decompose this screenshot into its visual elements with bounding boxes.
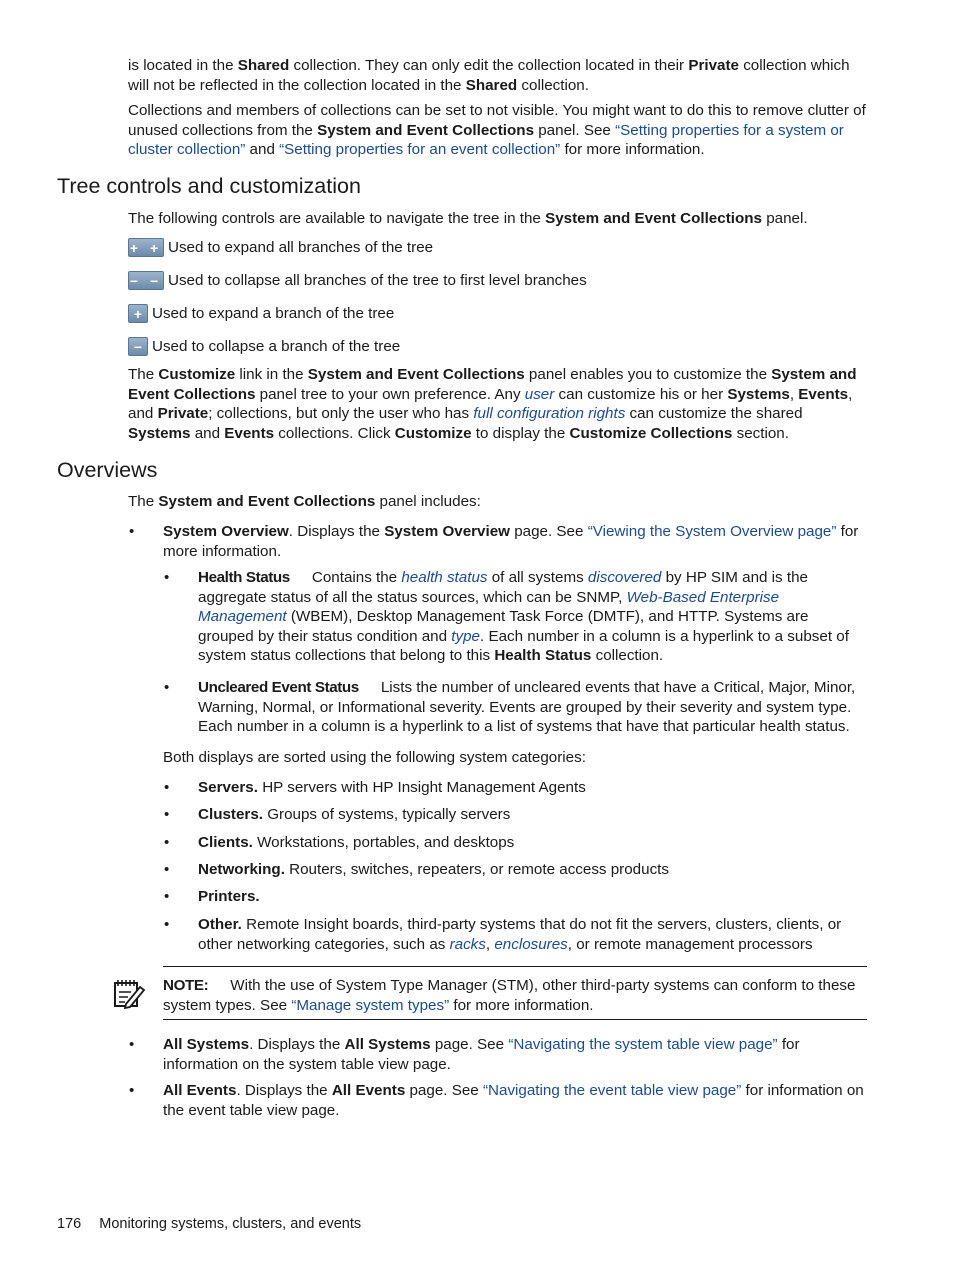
text-run: page. See [430,1036,509,1053]
text-run: collection. They can only edit the collection located in their [289,57,689,74]
text-run: Lists the number of uncleared events that have a Critical, Major, Minor, Warning, Normal, or Informational severity. Events are grouped by their severity and system type. Each number in a column is a hyperlink to a list of systems that have that particular health status. [198,679,856,735]
control-collapse-branch [128,337,400,357]
text-run: , [789,385,799,403]
text-run: by HP SIM and is the aggregate status of all the status sources, which can be SNMP, [198,569,808,606]
expand-branch-icon[interactable]: + [128,304,148,323]
bold-term: Private [157,405,209,422]
glossary-link[interactable]: discovered [587,569,662,586]
bullet-marker: • [164,916,170,933]
note-text [163,976,867,1015]
bold-term: Clusters. [198,806,263,823]
glossary-link[interactable]: health status [401,569,488,586]
text-run: , [485,935,495,953]
text-run: Collections and members of collections can be set to not visible. You might want to do this to remove clutter of unused collections from the [128,102,866,139]
tree-controls-intro [128,209,868,229]
text-run: link in the [235,366,308,383]
bold-term: Private [688,57,739,74]
category-item-printers [164,887,868,907]
note-box [163,966,867,1020]
bold-term: Other. [198,916,242,933]
bullet-marker: • [164,834,170,851]
bold-term: Events [798,385,849,403]
bold-term: Events [224,424,275,442]
term-label: Health Status [198,569,290,586]
text-run: HP servers with HP Insight Management Agents [257,779,586,796]
glossary-link[interactable]: full configuration rights [473,405,626,422]
text-run: for more information. [560,141,705,158]
text-run: for information on the system table view page. [163,1036,800,1073]
section-heading-overviews: Overviews [57,458,158,482]
note-pencil-icon [112,978,146,1010]
bold-term: Networking. [198,861,285,878]
text-run: collection which will not be reflected in the collection located in the [128,57,850,94]
text-run: . Displays the [288,523,385,540]
text-run: panel enables you to customize the [524,366,772,383]
text-run: (WBEM), Desktop Management Task Force (DMTF), and HTTP. Systems are grouped by their status condition and [198,608,809,645]
list-item-all-systems [129,1035,868,1074]
text-run: collection. [591,647,664,664]
bold-term: Health Status [494,647,592,664]
list-item-text [198,805,868,825]
term-label: NOTE: [163,977,209,994]
text-run: , and [128,385,853,422]
text-run: Contains the [311,569,402,586]
text-run: and [245,141,280,158]
list-item-all-events [129,1081,868,1120]
text-run: page. See [405,1082,483,1099]
list-item-text [198,678,868,737]
list-item-text [198,778,868,798]
control-label: Used to collapse all branches of the tree to first level branches [168,272,587,289]
list-item-text [198,915,868,954]
glossary-link[interactable]: type [451,627,481,645]
collapse-all-icon[interactable]: − − [129,272,163,289]
text-run: , or remote management processors [567,935,813,953]
list-item-text [198,887,868,907]
bold-term: System and Event Collections [545,210,762,227]
text-run: and [190,424,225,442]
text-run: for more information. [449,996,594,1014]
glossary-link[interactable]: racks [449,935,486,953]
control-expand-all [128,238,433,258]
text-run: panel. [761,210,808,227]
list-item-text [198,568,868,666]
bullet-marker: • [164,806,170,823]
category-item-other [164,915,868,954]
text-run: for information on the event table view page. [163,1082,864,1119]
category-item-networking [164,860,868,880]
control-label: Used to expand a branch of the tree [152,305,395,322]
cross-reference-link[interactable]: “Setting properties for a system or cluster collection” [128,121,844,158]
text-run: The [128,366,159,383]
glossary-link[interactable]: enclosures [494,935,568,953]
section-heading-tree-controls: Tree controls and customization [57,174,361,198]
bold-term: Customize [394,424,472,442]
text-run: . Displays the [236,1082,332,1099]
bold-term: All Events [163,1082,237,1099]
bold-term: Systems [128,424,191,442]
bold-term: All Events [331,1082,406,1099]
glossary-link[interactable]: user [524,385,555,403]
list-item-text [163,522,868,561]
category-item-servers [164,778,868,798]
text-run: collection. [517,76,589,94]
bullet-marker: • [164,888,170,905]
control-expand-branch [128,304,394,324]
bold-term: Servers. [198,779,258,796]
list-item-text [198,833,868,853]
bold-term: Shared [237,57,290,74]
control-label: Used to collapse a branch of the tree [152,338,401,355]
text-run: ; collections, but only the user who has [208,405,474,422]
collapse-branch-icon[interactable]: − [128,337,148,356]
intro-paragraph-1 [128,56,868,95]
text-run: page. See [509,523,588,540]
glossary-link[interactable]: Web-Based Enterprise Management [198,588,780,625]
bullet-marker: • [129,523,135,540]
bold-term: Customize [158,366,236,383]
list-item-system-overview [129,522,868,561]
bold-term: System and Event Collections [128,366,857,403]
text-run: panel tree to your own preference. Any [255,385,525,403]
text-run: panel includes: [375,493,481,510]
bold-term: Customize Collections [569,424,733,442]
text-run: The [128,493,159,510]
cross-reference-link[interactable]: “Navigating the system table view page” [508,1036,778,1053]
list-item-uncleared-event-status [164,678,868,737]
list-item-health-status [164,568,868,666]
sorted-categories-intro: Both displays are sorted using the following system categories: [163,749,586,766]
bold-term: System Overview [163,523,289,540]
bold-term: Clients. [198,834,253,851]
text-run: can customize his or her [554,385,728,403]
text-run: . Each number in a column is a hyperlink to a subset of system status collections that belong to this [198,627,849,664]
cross-reference-link[interactable]: “Setting properties for an event collection” [279,141,561,158]
chapter-title: Monitoring systems, clusters, and events [99,1216,362,1232]
text-run: Workstations, portables, and desktops [252,834,515,851]
text-run: Routers, switches, repeaters, or remote access products [284,861,669,878]
control-label: Used to expand all branches of the tree [168,239,434,256]
bold-term: All Systems [163,1036,250,1053]
list-item-text [163,1081,868,1120]
bold-term: Printers. [198,888,260,905]
text-run: panel. See [534,121,616,139]
page-number: 176 [57,1216,82,1232]
bold-term: System and Event Collections [158,493,376,510]
list-item-text [163,1035,868,1074]
bold-term: System and Event Collections [307,366,525,383]
category-item-clusters [164,805,868,825]
bold-term: System Overview [384,523,510,540]
text-run: . Displays the [249,1036,345,1053]
text-run: Groups of systems, typically servers [263,806,511,823]
bold-term: System and Event Collections [317,121,535,139]
bold-term: All Systems [344,1036,431,1053]
text-run: Remote Insight boards, third-party systems that do not fit the servers, clusters, clients, or other networking categories, such as [198,916,842,953]
bullet-marker: • [164,679,170,696]
text-run: for more information. [163,523,859,560]
bold-term: Shared [465,76,518,94]
control-collapse-all [128,271,587,291]
text-run: can customize the shared [625,405,803,422]
text-run: is located in the [128,57,238,74]
cross-reference-link[interactable]: “Manage system types” [291,996,450,1014]
list-item-text [198,860,868,880]
bullet-marker: • [164,569,170,586]
text-run: to display the [471,424,570,442]
text-run: With the use of System Type Manager (STM), other third-party systems can conform to these system types. See [163,977,856,1014]
customize-paragraph [128,365,868,443]
page-footer [57,1215,361,1235]
term-label: Uncleared Event Status [198,679,359,696]
bullet-marker: • [164,861,170,878]
expand-all-icon[interactable]: + + [129,239,163,256]
text-run: The following controls are available to navigate the tree in the [128,210,546,227]
bullet-marker: • [129,1036,135,1053]
intro-paragraph-2 [128,101,868,160]
bullet-marker: • [164,779,170,796]
text-run: section. [732,424,789,442]
bold-term: Systems [727,385,790,403]
text-run: of all systems [487,569,588,586]
overviews-intro [128,492,868,512]
text-run: collections. Click [274,424,395,442]
cross-reference-link[interactable]: “Viewing the System Overview page” [587,523,837,540]
category-item-clients [164,833,868,853]
cross-reference-link[interactable]: “Navigating the event table view page” [482,1082,742,1099]
bullet-marker: • [129,1082,135,1099]
